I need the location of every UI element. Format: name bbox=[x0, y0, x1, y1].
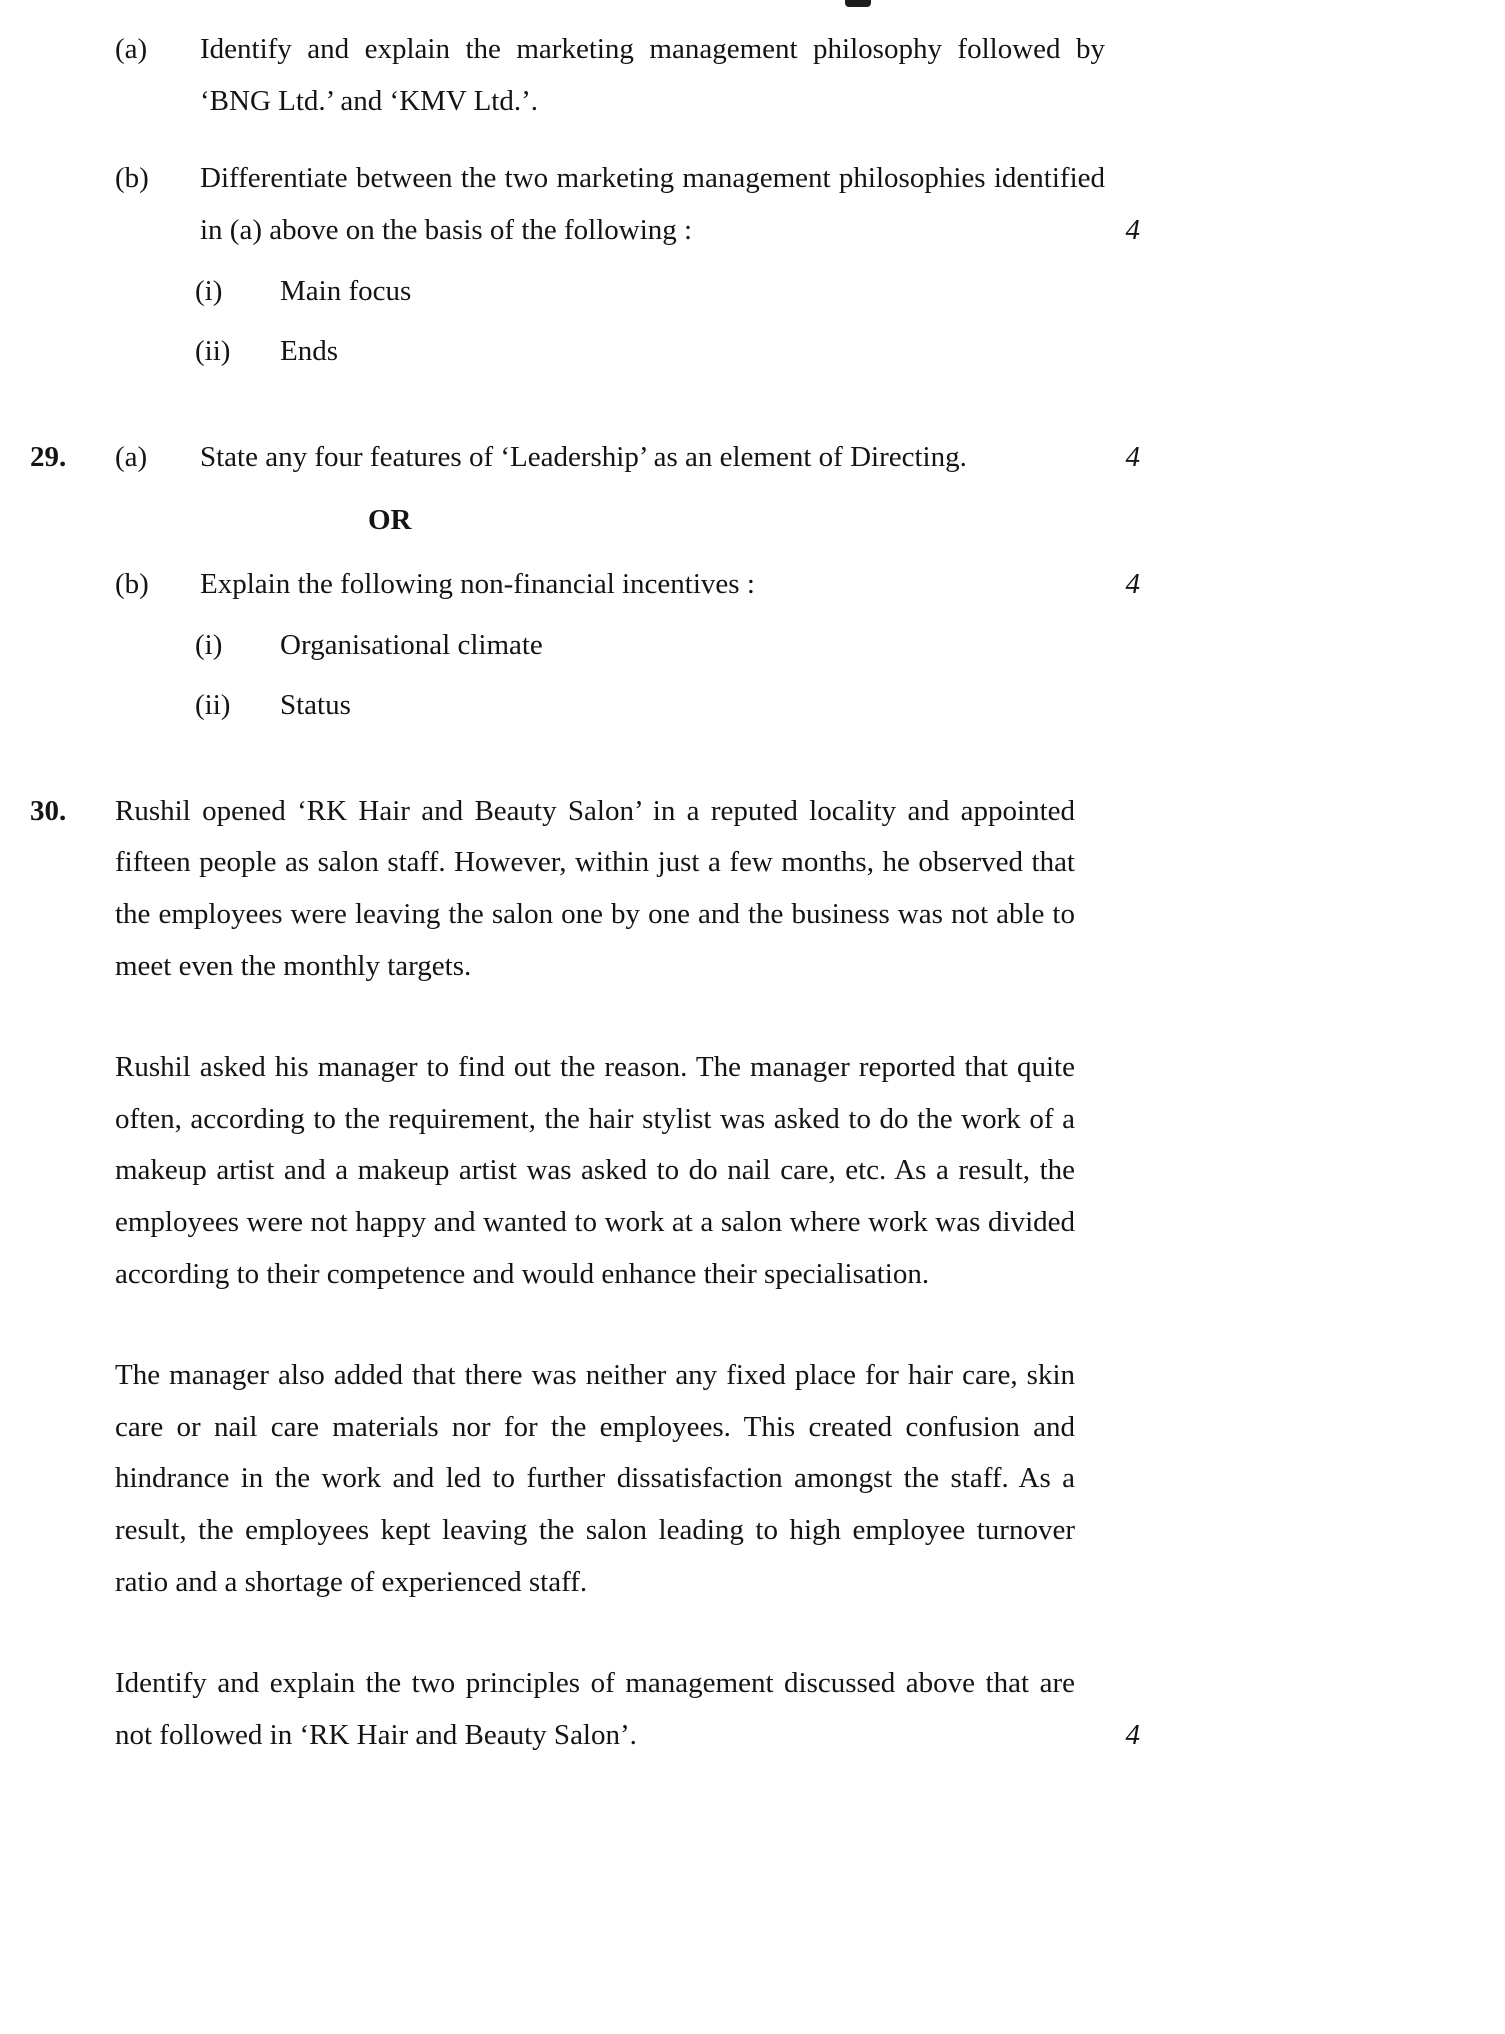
subitem bbox=[195, 326, 1140, 378]
subitem bbox=[195, 680, 1140, 732]
question-number: 30. bbox=[30, 794, 67, 827]
paragraph-text: Rushil opened ‘RK Hair and Beauty Salon’ in a reputed locality and appointed fifteen people as salon staff. However, within just a few months, he observed that the employees were leaving the salon one by one and the business was not able to meet even the monthly targets. bbox=[115, 794, 1075, 982]
marks-value: 4 bbox=[1125, 567, 1140, 600]
or-separator: OR bbox=[368, 504, 412, 537]
subitem-label: (i) bbox=[195, 629, 223, 662]
marks-value: 4 bbox=[1125, 440, 1140, 473]
subitem-text: Organisational climate bbox=[280, 629, 543, 662]
subitem-label: (i) bbox=[195, 275, 223, 308]
subitem-text: Ends bbox=[280, 335, 338, 368]
question-number: 29. bbox=[30, 440, 67, 473]
part-letter: (b) bbox=[115, 567, 149, 600]
paragraph-text: Rushil asked his manager to find out the reason. The manager reported that quite often, according to the requirement, the hair stylist was asked to do the work of a makeup artist and a makeup artist was asked to do nail care, etc. As a result, the employees were not happy and wanted to work at a salon where work was divided according to their competence and would enhance their specialisation. bbox=[115, 1051, 1075, 1290]
subitem-text: Status bbox=[280, 689, 351, 722]
question-body bbox=[115, 432, 1140, 740]
question-29 bbox=[30, 432, 1140, 740]
subitem bbox=[195, 266, 1140, 318]
part-b bbox=[115, 559, 1140, 611]
part-b bbox=[115, 153, 1140, 256]
subitem-text: Main focus bbox=[280, 275, 412, 308]
paragraph-text: Identify and explain the two principles of management discussed above that are not followed in ‘RK Hair and Beauty Salon’. bbox=[115, 1667, 1075, 1751]
part-letter: (a) bbox=[115, 33, 148, 65]
question-30 bbox=[30, 786, 1140, 1762]
part-text: State any four features of ‘Leadership’ as an element of Directing. bbox=[200, 440, 967, 473]
part-letter: (a) bbox=[115, 440, 148, 473]
question-body bbox=[115, 786, 1140, 1762]
question-body bbox=[115, 24, 1140, 386]
marks-value: 4 bbox=[1125, 1718, 1140, 1751]
part-a bbox=[115, 24, 1140, 127]
part-text: Identify and explain the marketing management philosophy followed by ‘BNG Ltd.’ and ‘KMV Ltd.’. bbox=[200, 33, 1105, 117]
subitem-label: (ii) bbox=[195, 689, 231, 722]
part-a bbox=[115, 432, 1140, 484]
subitem-label: (ii) bbox=[195, 335, 231, 368]
paragraph bbox=[115, 786, 1140, 992]
question-28 bbox=[30, 24, 1140, 386]
subitem bbox=[195, 620, 1140, 672]
part-letter: (b) bbox=[115, 162, 149, 195]
question-number bbox=[30, 24, 115, 386]
part-text: Differentiate between the two marketing management philosophies identified in (a) above on the basis of the following : bbox=[200, 162, 1105, 246]
paragraph-text: The manager also added that there was neither any fixed place for hair care, skin care or nail care materials nor for the employees. This created confusion and hindrance in the work and led to further dissatisfaction amongst the staff. As a result, the employees kept leaving the salon leading to high employee turnover ratio and a shortage of experienced staff. bbox=[115, 1359, 1075, 1598]
paragraph bbox=[115, 1042, 1140, 1300]
marks-value: 4 bbox=[1125, 213, 1140, 246]
subitem-list bbox=[115, 620, 1140, 731]
paragraph bbox=[115, 1658, 1140, 1761]
scan-artifact bbox=[845, 0, 871, 7]
subitem-list bbox=[115, 266, 1140, 377]
part-text: Explain the following non-financial incentives : bbox=[200, 567, 755, 600]
paragraph bbox=[115, 1350, 1140, 1608]
